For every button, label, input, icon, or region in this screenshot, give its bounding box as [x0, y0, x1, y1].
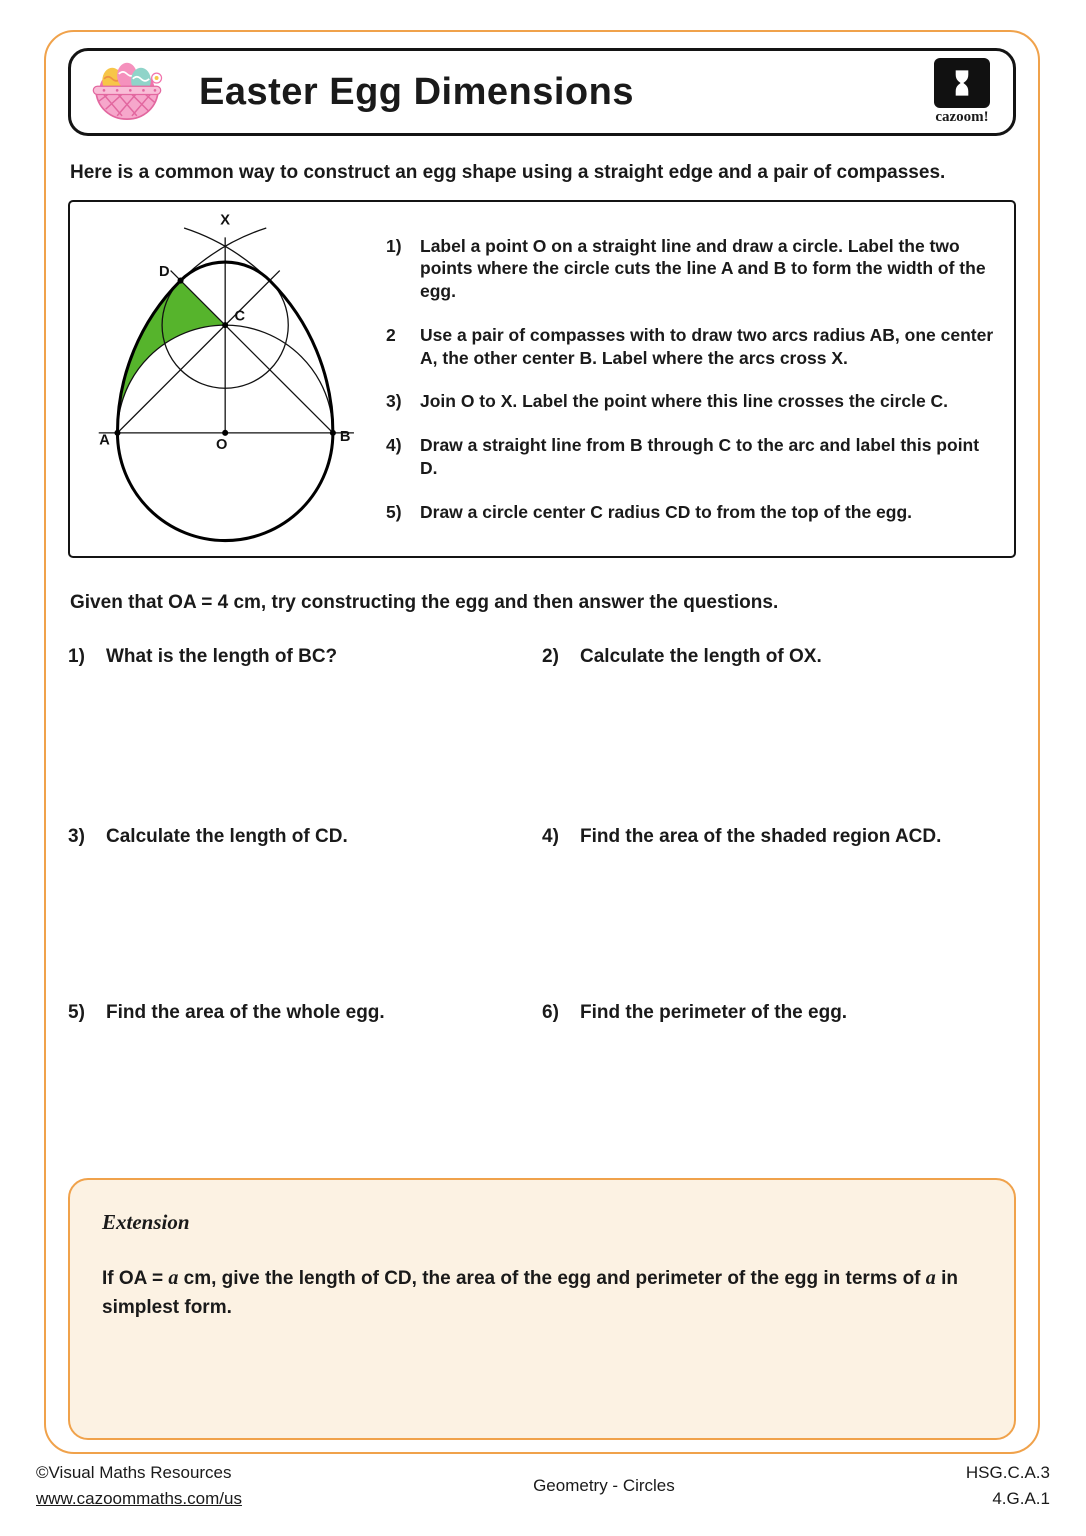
question-number: 1)	[68, 646, 85, 667]
question-number: 5)	[68, 1002, 85, 1023]
point-C	[222, 322, 228, 328]
step-text: Draw a circle center C radius CD to from the top of the egg.	[420, 501, 913, 522]
extension-text-part: cm, give the length of CD, the area of the egg and perimeter of the egg in terms of	[178, 1268, 926, 1289]
question-text: Calculate the length of OX.	[580, 646, 822, 667]
rim-dot	[103, 89, 106, 92]
hourglass-icon	[948, 64, 976, 102]
extension-text	[102, 1263, 982, 1322]
rim-dot	[129, 89, 132, 92]
construction-step	[386, 390, 998, 413]
copyright-text: ©Visual Maths Resources	[36, 1463, 232, 1482]
footer-right	[966, 1460, 1050, 1511]
footer-left	[36, 1460, 242, 1511]
question-item	[68, 826, 542, 1002]
question-number: 3)	[68, 826, 85, 847]
rim-dot	[154, 89, 157, 92]
footer-center-text: Geometry - Circles	[533, 1475, 675, 1495]
rim-dot	[142, 89, 145, 92]
label-B: B	[339, 429, 351, 446]
rim-dot	[116, 89, 119, 92]
question-item	[542, 826, 1016, 1002]
question-text: Find the area of the shaded region ACD.	[580, 826, 942, 847]
egg-construction-diagram	[80, 208, 368, 550]
steps-list	[368, 235, 1004, 524]
step-text: Use a pair of compasses with to draw two arcs radius AB, one center A, the other center B. Label where the arcs cross X.	[420, 324, 994, 368]
extension-title: Extension	[102, 1210, 190, 1234]
header-box	[68, 48, 1016, 136]
given-text: Given that OA = 4 cm, try constructing the egg and then answer the questions.	[70, 592, 779, 613]
step-text: Label a point O on a straight line and draw a circle. Label the two points where the circle cuts the line A and B to form the width of the egg.	[420, 235, 986, 302]
extension-text-part: in simplest form.	[102, 1268, 958, 1318]
label-X: X	[220, 212, 231, 229]
label-O: O	[215, 437, 228, 454]
page-frame	[44, 30, 1040, 1454]
label-A: A	[99, 432, 110, 449]
site-link[interactable]: www.cazoommaths.com/us	[36, 1488, 242, 1508]
label-C: C	[234, 308, 246, 325]
question-item	[542, 1002, 1016, 1178]
extension-text-part: If OA =	[102, 1268, 169, 1289]
question-item	[68, 646, 542, 826]
step-text: Draw a straight line from B through C to the arc and label this point D.	[420, 435, 980, 478]
line-BD	[171, 271, 333, 433]
step-number: 4)	[386, 435, 402, 456]
questions-grid	[68, 646, 1016, 1178]
question-item	[68, 1002, 542, 1178]
step-number: 5)	[386, 501, 402, 522]
step-number: 3)	[386, 391, 402, 412]
step-number: 2	[386, 324, 396, 345]
construction-step	[386, 501, 998, 524]
cazoom-logo	[925, 58, 999, 126]
standard-code-1: HSG.C.A.3	[965, 1463, 1050, 1482]
construction-panel	[68, 200, 1016, 558]
point-D	[178, 277, 184, 283]
point-A	[114, 430, 120, 436]
question-text: Find the perimeter of the egg.	[580, 1002, 848, 1023]
question-text: What is the length of BC?	[106, 646, 338, 667]
point-B	[330, 430, 336, 436]
math-var: a	[925, 1267, 936, 1289]
construction-step	[386, 235, 998, 303]
logo-wordmark: cazoom!	[935, 109, 989, 125]
question-text: Calculate the length of CD.	[106, 826, 348, 847]
shaded-region	[117, 281, 225, 433]
label-D: D	[159, 263, 170, 280]
point-O	[222, 430, 228, 436]
construction-step	[386, 324, 998, 370]
flower-center	[155, 76, 159, 80]
logo-glyph-icon	[934, 58, 990, 108]
question-number: 6)	[542, 1002, 559, 1023]
standard-code-2: 4.G.A.1	[992, 1488, 1050, 1508]
page-title: Easter Egg Dimensions	[199, 70, 634, 113]
footer	[36, 1460, 1050, 1511]
easter-basket-icon	[83, 55, 171, 129]
question-item	[542, 646, 1016, 826]
question-text: Find the area of the whole egg.	[106, 1002, 385, 1023]
math-var: a	[168, 1267, 179, 1289]
intro-text: Here is a common way to construct an egg shape using a straight edge and a pair of compasses.	[70, 162, 946, 183]
step-text: Join O to X. Label the point where this line crosses the circle C.	[420, 391, 949, 412]
extension-box	[68, 1178, 1016, 1440]
question-number: 2)	[542, 646, 559, 667]
construction-step	[386, 434, 998, 480]
step-number: 1)	[386, 235, 402, 256]
question-number: 4)	[542, 826, 559, 847]
